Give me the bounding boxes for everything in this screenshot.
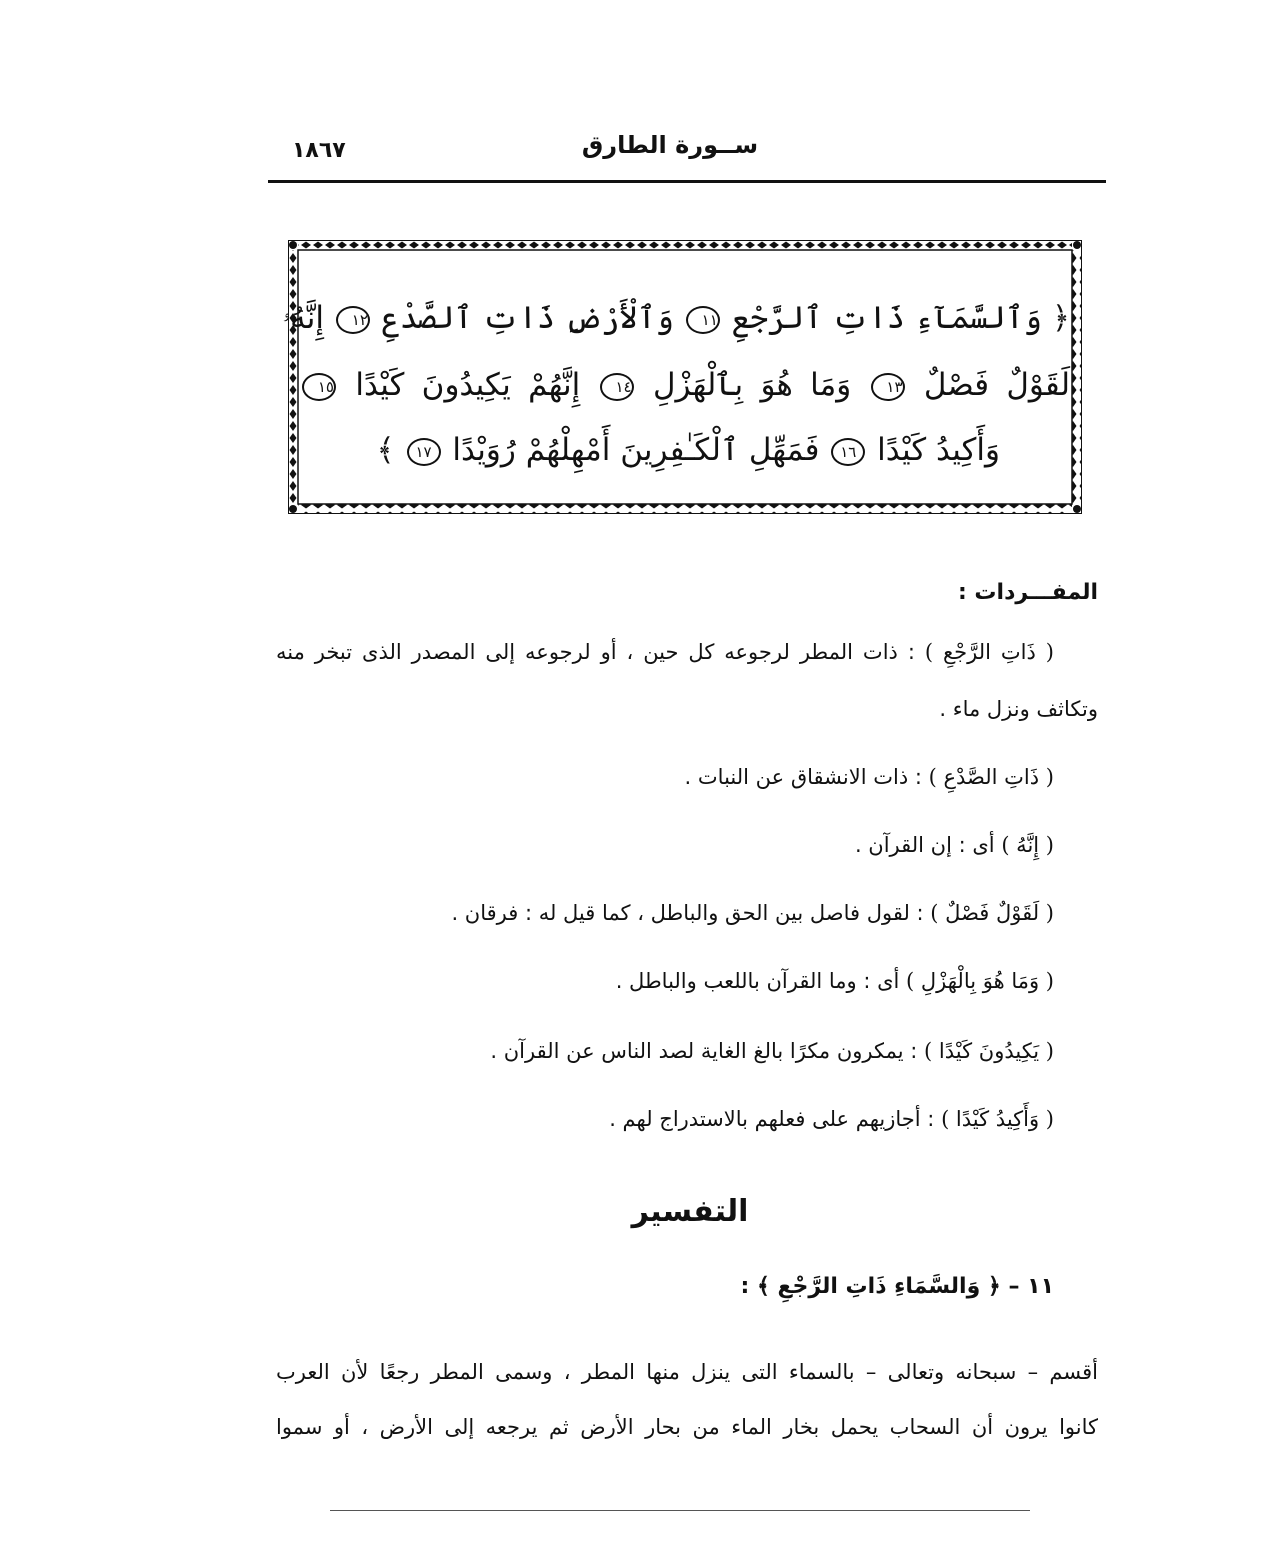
vocabulary-definition: : لقول فاصل بين الحق والباطل ، كما قيل له : فرقان . [451,901,924,925]
verse-line-3 [300,432,1000,468]
vocabulary-item [609,1107,1054,1131]
verse-text: فَمَهِّلِ ٱلْكَـٰفِرِينَ أَمْهِلْهُمْ رُوَيْدًا [452,432,820,468]
vocabulary-heading: المفـــردات : [957,580,1098,605]
verse-text: ﴿ وَٱلسَّمَآءِ ذَاتِ ٱلرَّجْعِ [731,300,1070,336]
vocabulary-definition: : أجازيهم على فعلهم بالاستدراج لهم . [609,1107,935,1131]
header-rule [268,180,1106,183]
verse-text: وَٱلْأَرْضِ ذَاتِ ٱلصَّدْعِ [381,300,674,336]
vocabulary-item [276,640,1054,664]
verse-text: إِنَّهُۥ [282,300,325,336]
vocabulary-definition: أى : إن القرآن . [854,833,995,857]
verse-number-marker: ١٢ [336,306,370,334]
vocabulary-item [685,765,1054,789]
verse-text: وَأَكِيدُ كَيْدًا [877,432,1000,468]
vocabulary-definition: : ذات الانشقاق عن النبات . [684,765,922,789]
vocabulary-item [855,833,1054,857]
vocabulary-term: ( ذَاتِ الرَّجْعِ ) [924,640,1054,664]
verse-number-marker: ١٤ [600,373,634,401]
verse-text: إِنَّهُمْ يَكِيدُونَ كَيْدًا [355,367,581,403]
verse-number-marker: ١٦ [831,438,865,466]
tafsir-paragraph-line: كانوا يرون أن السحاب يحمل بخار الماء من بحار الأرض ثم يرجعه إلى الأرض ، أو سموا [276,1415,1098,1439]
vocabulary-item [616,969,1054,993]
vocabulary-continuation: وتكاثف ونزل ماء . [939,697,1098,721]
vocabulary-term: ( وَمَا هُوَ بِالْهَزْلِ ) [906,969,1054,993]
verse-text: وَمَا هُوَ بِٱلْهَزْلِ [652,367,852,403]
vocabulary-term: ( لَقَوْلٌ فَصْلٌ ) [930,901,1054,925]
verse-number-marker: ١٣ [871,373,905,401]
vocabulary-item [490,1039,1054,1063]
vocabulary-item [451,901,1054,925]
verse-text: ﴾ [376,432,395,468]
verse-text: لَقَوْلٌ فَصْلٌ [923,367,1071,403]
footer-rule [330,1510,1030,1511]
verse-number-marker: ١٥ [302,373,336,401]
vocabulary-term: ( وَأَكِيدُ كَيْدًا ) [941,1107,1054,1131]
tafsir-verse-reference: ١١ – ﴿ وَالسَّمَاءِ ذَاتِ الرَّجْعِ ﴾ : [740,1274,1054,1299]
surah-title: ســورة الطارق [581,131,759,159]
vocabulary-definition: : يمكرون مكرًا بالغ الغاية لصد الناس عن القرآن . [490,1039,918,1063]
vocabulary-term: ( إِنَّهُ ) [1001,833,1054,857]
vocabulary-term: ( يَكِيدُونَ كَيْدًا ) [924,1039,1054,1063]
vocabulary-definition: : ذات المطر لرجوعه كل حين ، أو لرجوعه إلى المصدر الذى تبخر منه [276,640,915,664]
vocabulary-definition: أى : وما القرآن باللعب والباطل . [615,969,900,993]
vocabulary-term: ( ذَاتِ الصَّدْعِ ) [928,765,1054,789]
page-number: ١٨٦٧ [292,138,346,163]
tafsir-paragraph-line: أقسم – سبحانه وتعالى – بالسماء التى ينزل منها المطر ، وسمى المطر رجعًا لأن العرب [276,1360,1098,1384]
tafsir-heading: التفسير [631,1194,749,1229]
verse-line-1 [282,300,1070,337]
verse-line-2 [300,367,1070,403]
verse-number-marker: ١١ [686,306,720,334]
verse-number-marker: ١٧ [407,438,441,466]
